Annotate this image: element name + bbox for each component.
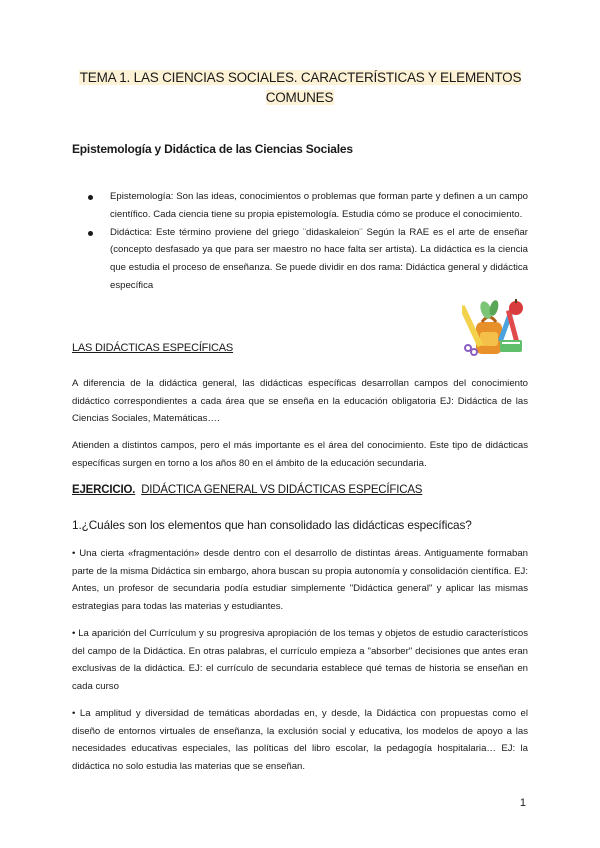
- section-heading: LAS DIDÁCTICAS ESPECÍFICAS: [72, 342, 234, 354]
- document-title: [70, 68, 530, 108]
- answer-paragraph: • Una cierta «fragmentación» desde dentro con el desarrollo de distintas áreas. Antiguamente formaban parte de la misma Didáctica sin embargo, ahora buscan su propia autonomía y consolidación científica. EJ: Antes, un profesor de secundaria podía estudiar simplemente "Didáctica general" y aplicar las mismas estrategias para todas las materias y estudiantes.: [72, 548, 528, 612]
- exercise-heading: [72, 484, 422, 496]
- list-item: [72, 224, 528, 295]
- definition-list: [72, 188, 528, 295]
- section-paragraph: A diferencia de la didáctica general, las didácticas específicas desarrollan campos del conocimiento didáctico correspondientes a cada área que se enseña en la educación obligatoria EJ: Didáctica de las Ciencias Sociales, Matemáticas….: [72, 378, 528, 425]
- school-supplies-illustration-icon: [462, 296, 528, 358]
- exercise-question: 1.¿Cuáles son los elementos que han consolidado las didácticas específicas?: [72, 518, 472, 532]
- exercise-label: EJERCICIO.: [72, 484, 136, 496]
- section-paragraph: Atienden a distintos campos, pero el más importante es el área del conocimiento. Este tipo de didácticas específicas surgen en torno a los años 80 en el ámbito de la educación secundaria.: [72, 440, 528, 469]
- bullet-icon: [88, 231, 93, 236]
- list-item-text: Didáctica: Este término proviene del griego ¨didaskaleion¨ Según la RAE es el arte de enseñar (concepto desfasado ya que para ser maestro no hace falta ser artista). La didáctica es la ciencia que estudia el proceso de enseñanza. Se puede dividir en dos rama: Didáctica general y didáctica específica: [110, 226, 528, 291]
- bullet-icon: [88, 195, 93, 200]
- page-number: 1: [519, 797, 526, 809]
- answer-paragraph: • La aparición del Currículum y su progresiva apropiación de los temas y objetos de estudio característicos del campo de la Didáctica. En otras palabras, el currículo empieza a "absorber" decisiones que antes eran exclusivas de la didáctica. EJ: el currículo de secundaria establece qué temas de historia se enseñan en cada curso: [72, 628, 528, 692]
- list-item-text: Epistemología: Son las ideas, conocimientos o problemas que forman parte y definen a un campo científico. Cada ciencia tiene su propia epistemología. Estudia cómo se produce el conocimiento.: [110, 191, 528, 220]
- document-title-text: TEMA 1. LAS CIENCIAS SOCIALES. CARACTERÍSTICAS Y ELEMENTOS COMUNES: [79, 70, 522, 105]
- exercise-title: DIDÁCTICA GENERAL VS DIDÁCTICAS ESPECÍFICAS: [141, 484, 423, 496]
- section-subtitle: Epistemología y Didáctica de las Ciencias Sociales: [72, 142, 353, 156]
- answer-paragraph: • La amplitud y diversidad de temáticas abordadas en, y desde, la Didáctica con propuestas como el diseño de entornos virtuales de enseñanza, la exclusión social y educativa, los modelos de apoyo a las necesidades educativas especiales, las políticas del libro escolar, la pedagogía hospitalaria… EJ: la didáctica no solo estudia las materias que se enseñan.: [72, 708, 528, 772]
- list-item: [72, 188, 528, 224]
